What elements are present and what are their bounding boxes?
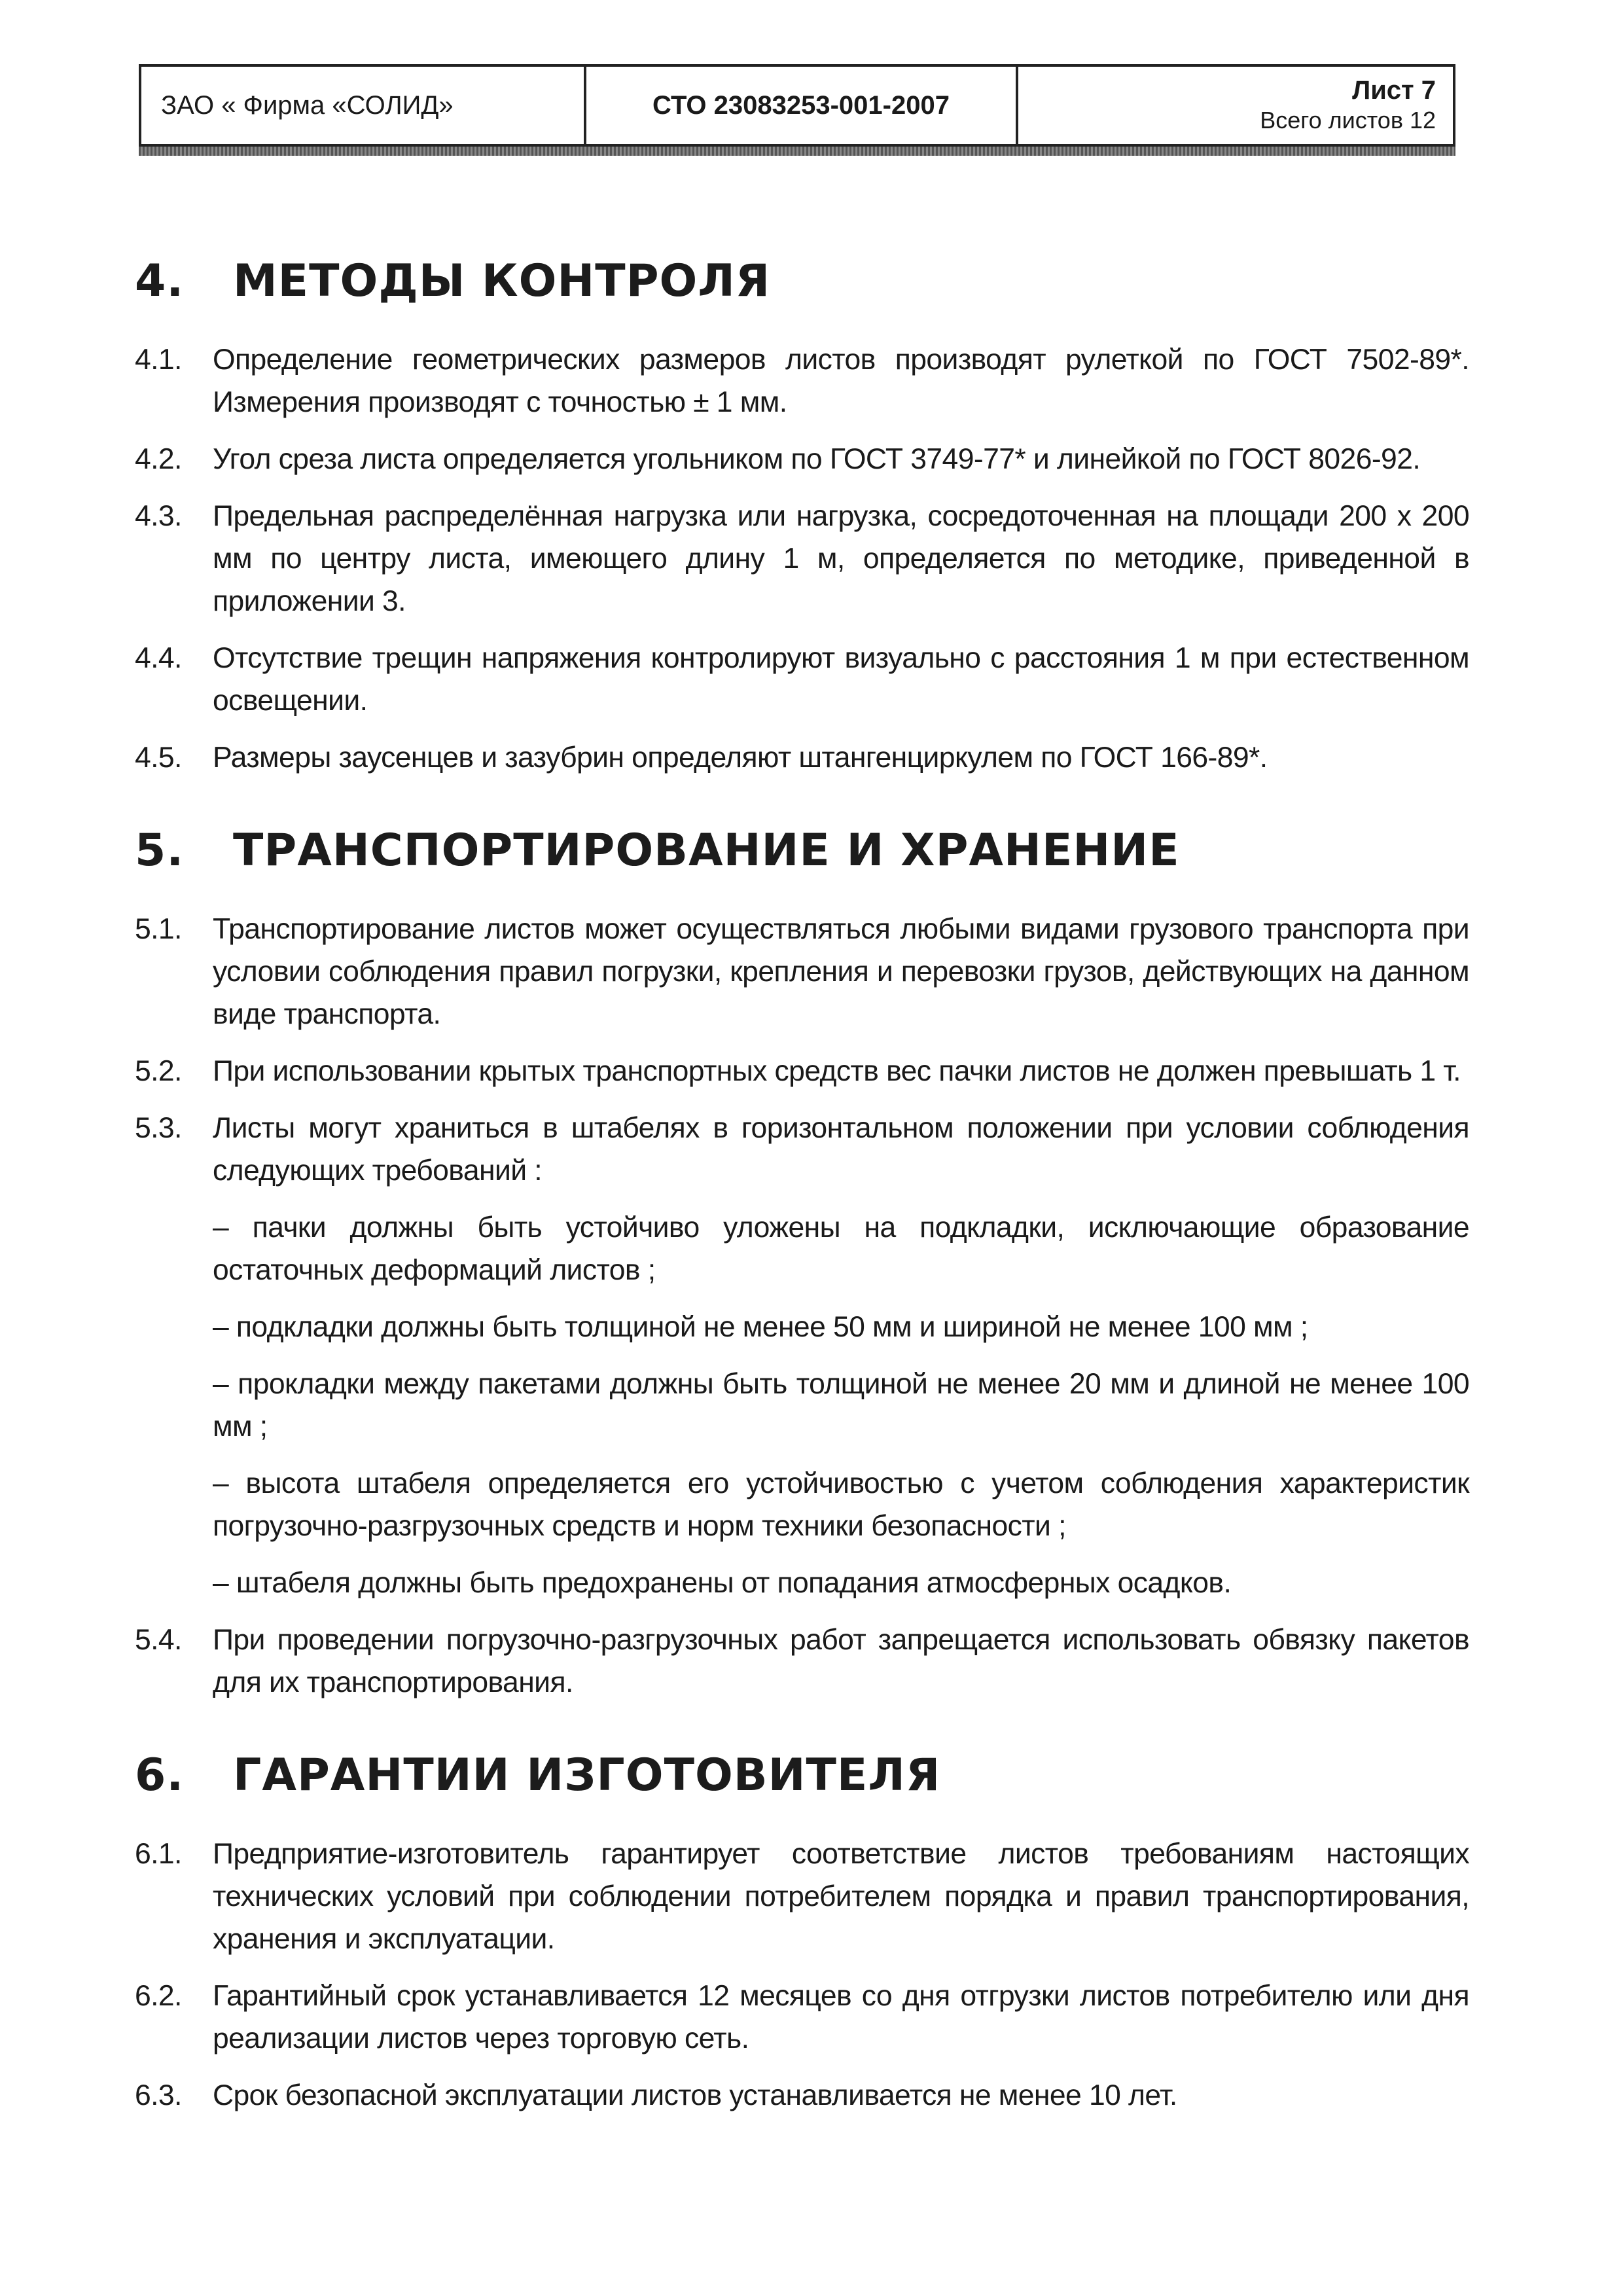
clause-number: 4.1. bbox=[135, 344, 182, 376]
clause bbox=[124, 1107, 1469, 1192]
clause-text: Транспортирование листов может осуществляться любыми видами грузового транспорта при условии соблюдения правил погрузки, крепления и перевозки грузов, действующих на данном виде транспорта. bbox=[213, 913, 1469, 1030]
clause-text: Предприятие-изготовитель гарантирует соответствие листов требованиям настоящих технических условий при соблюдении потребителем порядка и правил транспортирования, хранения и эксплуатации. bbox=[213, 1838, 1469, 1955]
clause bbox=[124, 637, 1469, 722]
section-number: 5. bbox=[135, 825, 185, 876]
requirement-item: – подкладки должны быть толщиной не менее 50 мм и шириной не менее 100 мм ; bbox=[213, 1311, 1308, 1343]
standard-code: СТО 23083253-001-2007 bbox=[586, 67, 1018, 144]
clause-number: 5.2. bbox=[135, 1055, 182, 1087]
section-heading: МЕТОДЫ КОНТРОЛЯ bbox=[233, 255, 771, 307]
clause bbox=[124, 338, 1469, 423]
clause-text: При использовании крытых транспортных средств вес пачки листов не должен превышать 1 т. bbox=[213, 1055, 1461, 1087]
clause bbox=[124, 1050, 1469, 1092]
clause-text: Угол среза листа определяется угольником по ГОСТ 3749-77* и линейкой по ГОСТ 8026-92. bbox=[213, 443, 1421, 475]
clause-number: 6.1. bbox=[135, 1838, 182, 1870]
requirement-item: – штабеля должны быть предохранены от попадания атмосферных осадков. bbox=[213, 1567, 1232, 1599]
clause bbox=[124, 736, 1469, 779]
clause bbox=[124, 1975, 1469, 2060]
section-title-6 bbox=[124, 1749, 1469, 1801]
header-rule bbox=[139, 147, 1455, 156]
clause-number: 5.3. bbox=[135, 1112, 182, 1144]
clause bbox=[124, 1833, 1469, 1960]
document-body bbox=[124, 255, 1469, 2131]
requirement-item: – прокладки между пакетами должны быть толщиной не менее 20 мм и длиной не менее 100 мм ; bbox=[213, 1368, 1469, 1443]
clause-number: 4.5. bbox=[135, 742, 182, 774]
section-title-5 bbox=[124, 825, 1469, 876]
clause-number: 4.2. bbox=[135, 443, 182, 475]
clause-text: Листы могут храниться в штабелях в горизонтальном положении при условии соблюдения следующих требований : bbox=[213, 1112, 1469, 1187]
clause bbox=[124, 908, 1469, 1035]
section-title-4 bbox=[124, 255, 1469, 307]
section-heading: ГАРАНТИИ ИЗГОТОВИТЕЛЯ bbox=[233, 1749, 941, 1801]
clause-number: 5.1. bbox=[135, 913, 182, 945]
clause-text: Гарантийный срок устанавливается 12 месяцев со дня отгрузки листов потребителю или дня реализации листов через торговую сеть. bbox=[213, 1980, 1469, 2054]
clause-text: Предельная распределённая нагрузка или нагрузка, сосредоточенная на площади 200 х 200 мм по центру листа, имеющего длину 1 м, определяется по методике, приведенной в приложении 3. bbox=[213, 500, 1469, 617]
sheet-info bbox=[1018, 67, 1453, 144]
clause bbox=[124, 2074, 1469, 2117]
clause-number: 6.3. bbox=[135, 2079, 182, 2111]
clause-text: Срок безопасной эксплуатации листов устанавливается не менее 10 лет. bbox=[213, 2079, 1177, 2111]
company-name: ЗАО « Фирма «СОЛИД» bbox=[141, 67, 586, 144]
clause bbox=[124, 438, 1469, 480]
section-number: 4. bbox=[135, 255, 185, 307]
clause bbox=[124, 1619, 1469, 1704]
page-header bbox=[139, 64, 1455, 147]
sheet-number: Лист 7 bbox=[1352, 76, 1436, 105]
total-sheets: Всего листов 12 bbox=[1260, 107, 1436, 134]
clause-number: 6.2. bbox=[135, 1980, 182, 2012]
requirement-item: – пачки должны быть устойчиво уложены на подкладки, исключающие образование остаточных деформаций листов ; bbox=[213, 1211, 1469, 1286]
clause-text: Размеры заусенцев и зазубрин определяют штангенциркулем по ГОСТ 166-89*. bbox=[213, 742, 1268, 774]
clause-text: Отсутствие трещин напряжения контролируют визуально с расстояния 1 м при естественном освещении. bbox=[213, 642, 1469, 717]
section-heading: ТРАНСПОРТИРОВАНИЕ И ХРАНЕНИЕ bbox=[233, 825, 1180, 876]
clause-number: 4.3. bbox=[135, 500, 182, 532]
clause-number: 5.4. bbox=[135, 1624, 182, 1656]
clause-text: При проведении погрузочно-разгрузочных работ запрещается использовать обвязку пакетов для их транспортирования. bbox=[213, 1624, 1469, 1698]
clause bbox=[124, 495, 1469, 622]
section-number: 6. bbox=[135, 1749, 185, 1801]
clause-number: 4.4. bbox=[135, 642, 182, 674]
clause-text: Определение геометрических размеров листов производят рулеткой по ГОСТ 7502-89*. Измерения производят с точностью ± 1 мм. bbox=[213, 344, 1469, 418]
requirement-item: – высота штабеля определяется его устойчивостью с учетом соблюдения характеристик погрузочно-разгрузочных средств и норм техники безопасности ; bbox=[213, 1467, 1469, 1542]
